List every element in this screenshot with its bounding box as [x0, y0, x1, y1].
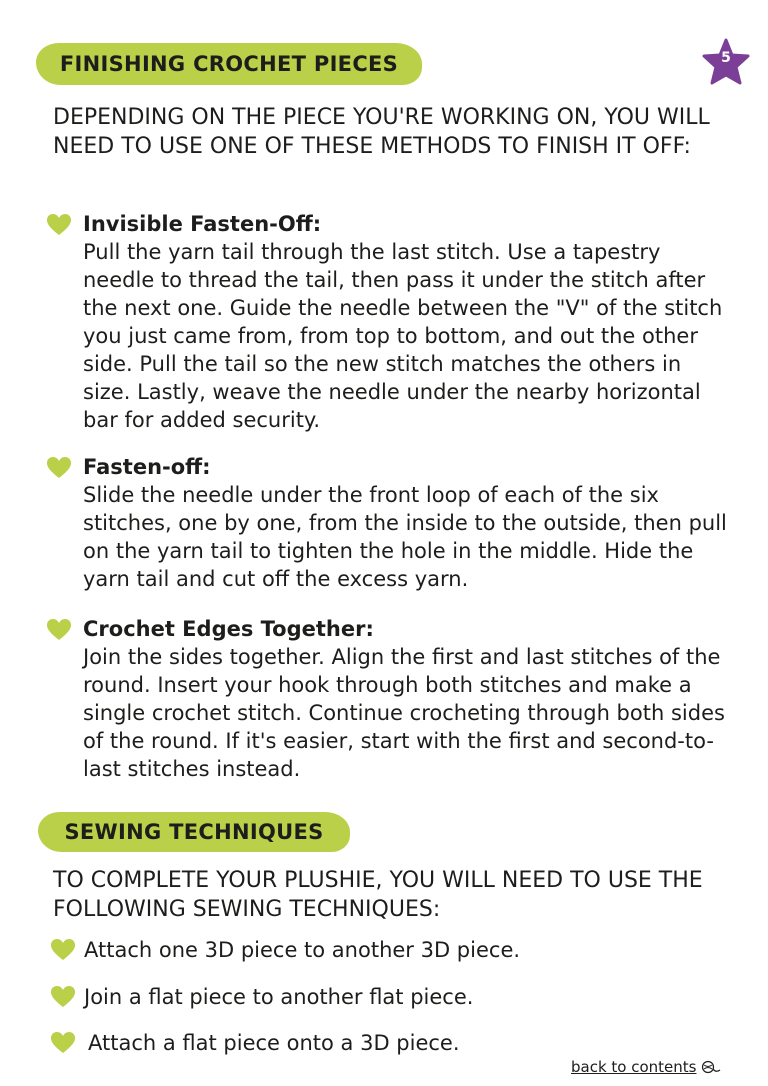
back-to-contents-label[interactable]: back to contents: [571, 1058, 697, 1076]
method-description: Join the sides together. Align the first and last stitches of the round. Insert your hook through both stitches and make a single crochet stitch. Continue crocheting through both sides of the round. If it's easier, start with the first and second-to-last stitches instead.: [83, 645, 725, 781]
heart-bullet-icon: [50, 985, 76, 1009]
yarn-ball-icon[interactable]: [701, 1060, 721, 1074]
sewing-technique-item: [50, 936, 740, 966]
method-description: Pull the yarn tail through the last stitch. Use a tapestry needle to thread the tail, then pass it under the stitch after the next one. Guide the needle between the "V" of the stitch you just came from, from top to bottom, and out the other side. Pull the tail so the new stitch matches the others in size. Lastly, weave the needle under the nearby horizontal bar for added security.: [83, 240, 723, 432]
page-number: 5: [721, 50, 731, 66]
method-title: Invisible Fasten-Off:: [83, 212, 322, 236]
method-description: Slide the needle under the front loop of each of the six stitches, one by one, from the inside to the outside, then pull on the yarn tail to tighten the hole in the middle. Hide the yarn tail and cut off the excess yarn.: [83, 483, 727, 591]
method-title: Crochet Edges Together:: [83, 617, 374, 641]
section-intro-sewing: TO COMPLETE YOUR PLUSHIE, YOU WILL NEED TO USE THE FOLLOWING SEWING TECHNIQUES:: [53, 868, 703, 922]
heart-bullet-icon: [46, 618, 72, 642]
sewing-technique-item: [50, 1029, 740, 1059]
method-title: Fasten-off:: [83, 455, 211, 479]
section-title-finishing: [36, 43, 422, 85]
sewing-technique-item: [50, 983, 740, 1013]
section-title-sewing: [38, 812, 350, 852]
heart-bullet-icon: [46, 213, 72, 237]
section-title-text: SEWING TECHNIQUES: [64, 820, 324, 844]
sewing-technique-text: Attach one 3D piece to another 3D piece.: [84, 938, 521, 962]
section-title-text: FINISHING CROCHET PIECES: [59, 52, 399, 76]
sewing-technique-text: Join a flat piece to another flat piece.: [84, 985, 474, 1009]
back-to-contents-link[interactable]: [571, 1058, 721, 1076]
heart-bullet-icon: [46, 456, 72, 480]
heart-bullet-icon: [50, 1031, 76, 1055]
heart-bullet-icon: [50, 938, 76, 962]
sewing-technique-text: Attach a flat piece onto a 3D piece.: [88, 1031, 460, 1055]
section-intro-finishing: DEPENDING ON THE PIECE YOU'RE WORKING ON, YOU WILL NEED TO USE ONE OF THESE METHODS TO FINISH IT OFF:: [53, 105, 710, 159]
